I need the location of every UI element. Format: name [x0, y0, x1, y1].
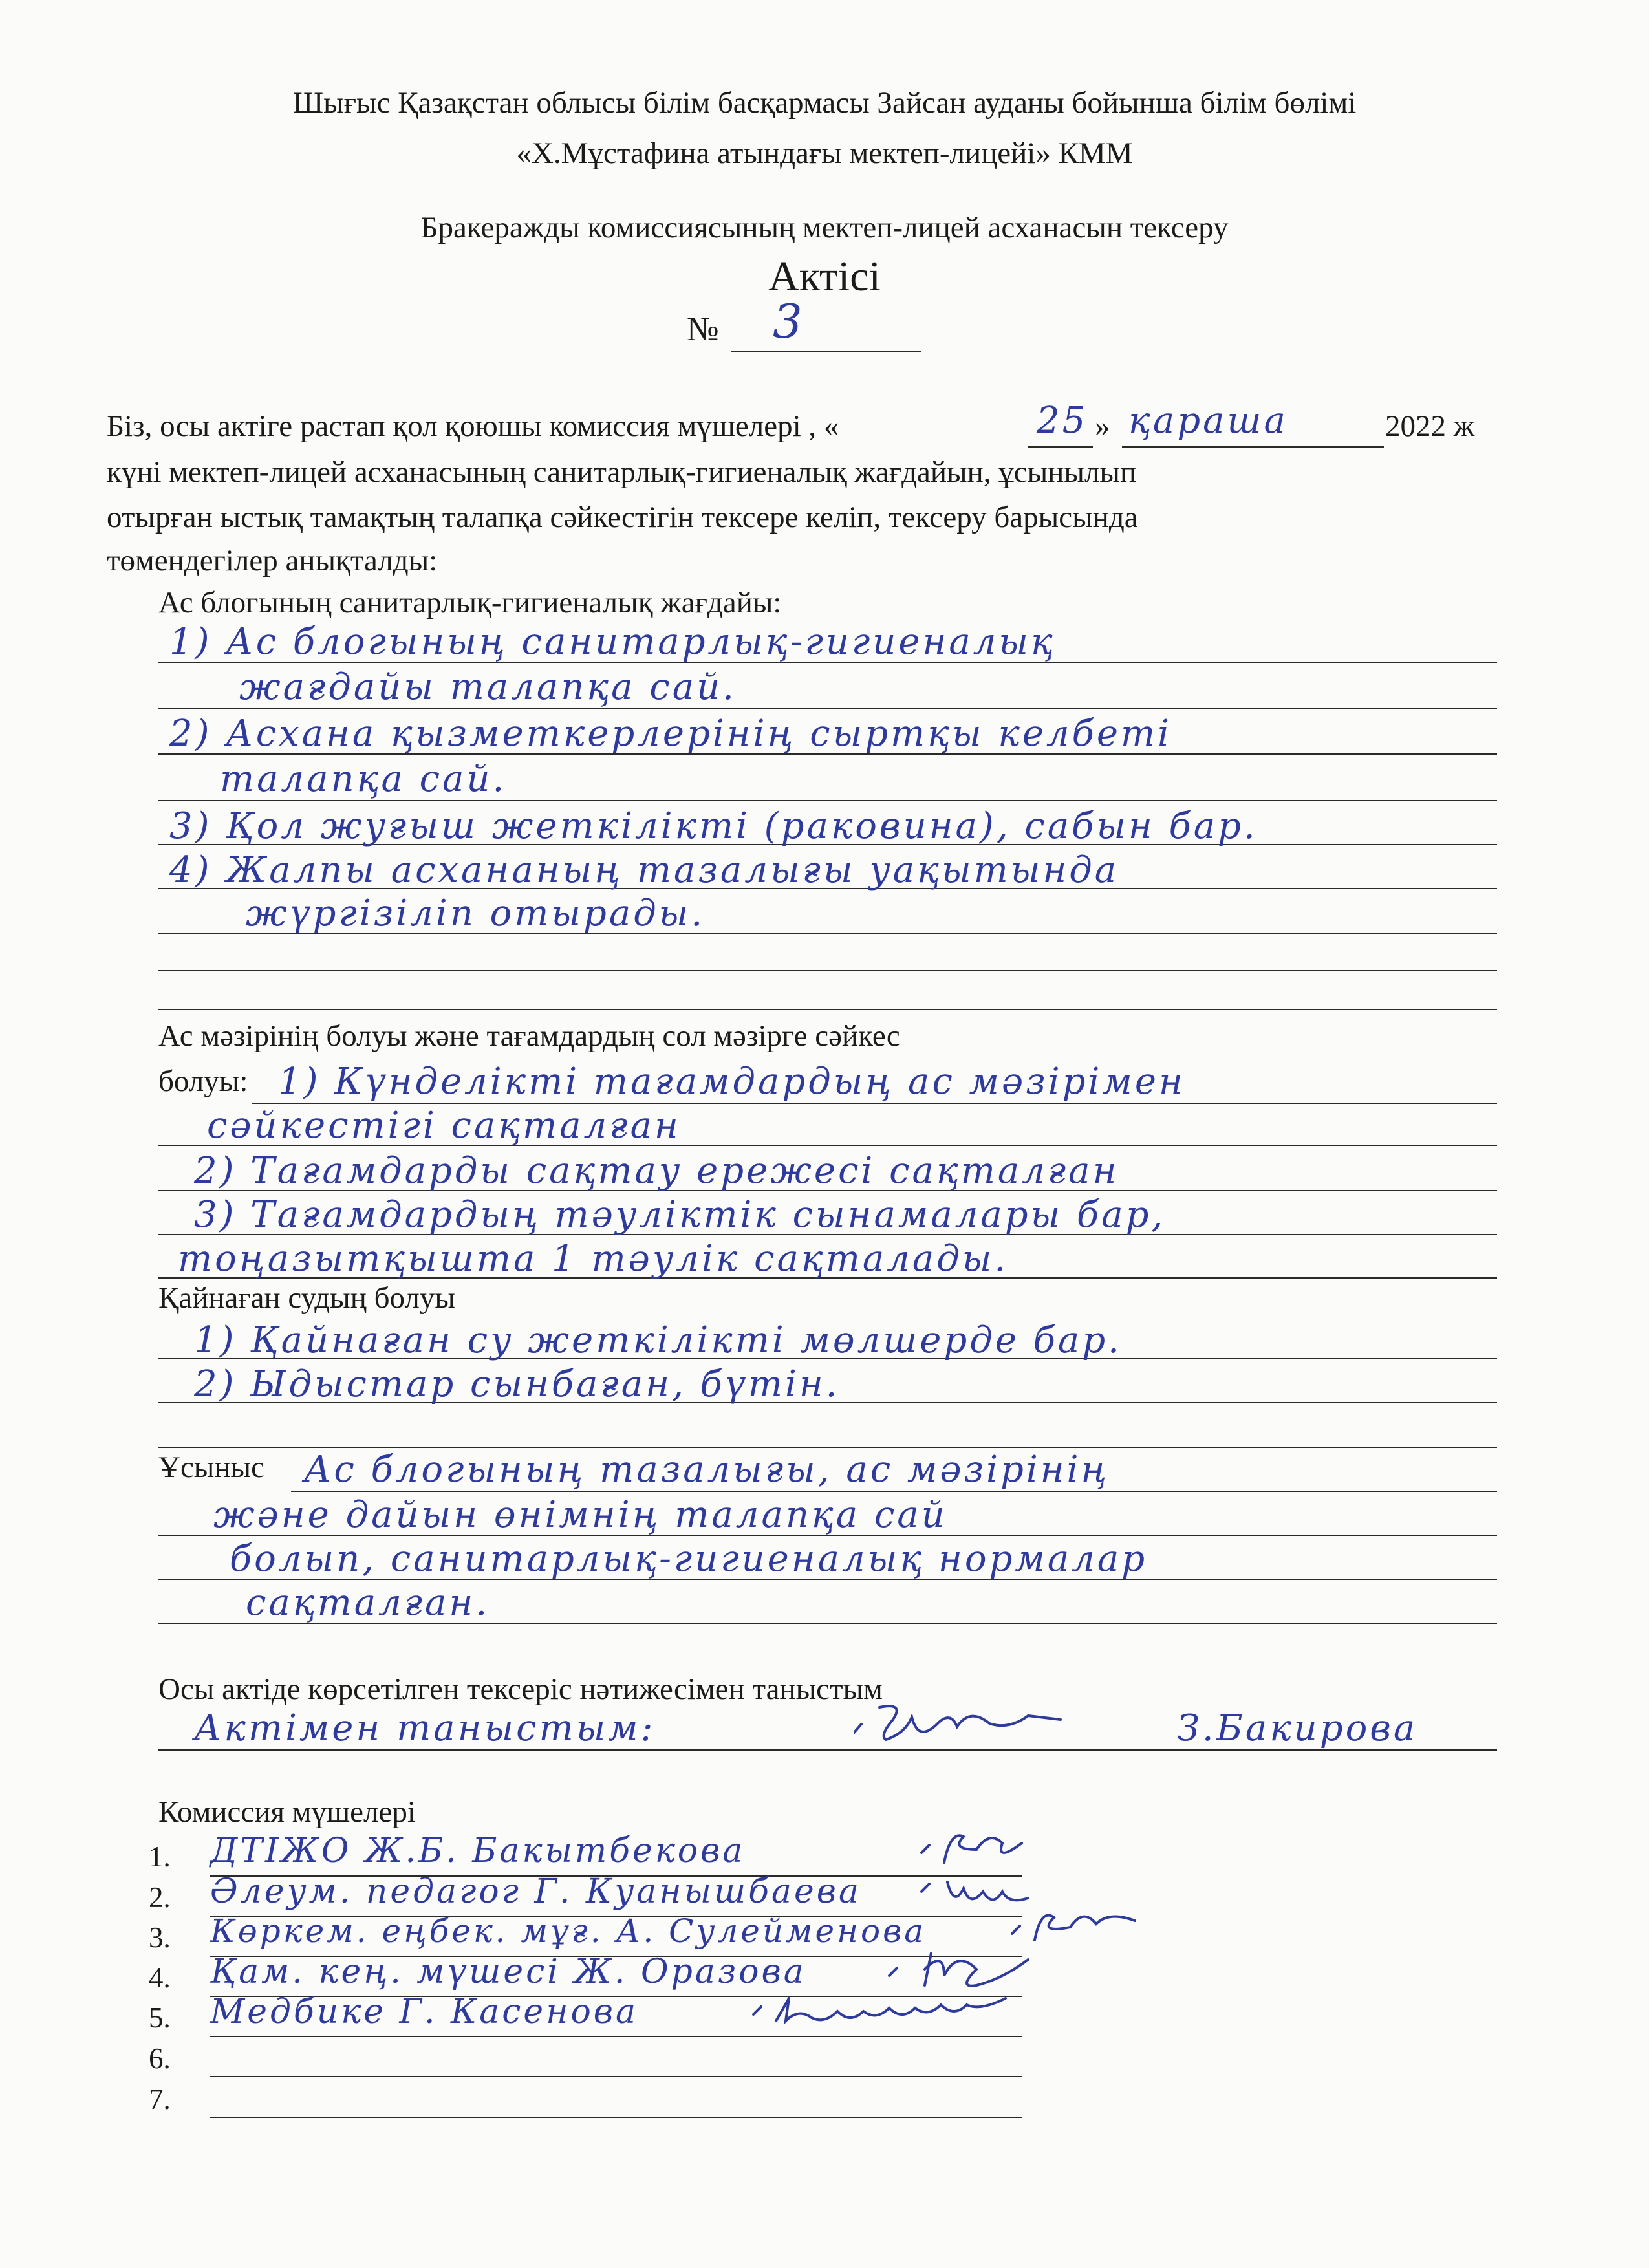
- intro-line-3: отырған ыстық тамақтың талапқа сәйкестігін тексере келіп, тексеру барысында: [107, 501, 1138, 534]
- rule-line: [210, 2076, 1022, 2077]
- member-3: Көркем. еңбек. мұғ. А. Сулейменова: [210, 1912, 927, 1950]
- recommendation-label: Ұсыныс: [158, 1451, 264, 1484]
- menu-line-4: 3) Тағамдардың тәуліктік сынамалары бар,: [194, 1194, 1166, 1236]
- month-underline: [1122, 446, 1384, 448]
- member-5: Медбике Г. Касенова: [210, 1993, 639, 2031]
- sanitary-line-2: жағдайы талапқа сай.: [239, 666, 737, 708]
- recommendation-line-1: Ас блогының тазалығы, ас мәзірінің: [304, 1449, 1110, 1491]
- member-5-signature: [750, 1985, 1054, 2034]
- familiarized-line: Актімен таныстым:: [194, 1707, 656, 1749]
- menu-line-2: сәйкестігі сақталған: [207, 1105, 681, 1147]
- subtitle: Бракеражды комиссиясының мектеп-лицей асханасын тексеру: [420, 211, 1229, 244]
- recommendation-line-3: болып, санитарлық-гигиеналық нормалар: [230, 1538, 1148, 1580]
- sanitary-line-7: жүргізіліп отырады.: [246, 892, 706, 934]
- org-line-2: «Х.Мұстафина атындағы мектеп-лицейі» КММ: [516, 136, 1133, 170]
- water-label: Қайнаған судың болуы: [158, 1281, 455, 1315]
- number-label: №: [687, 311, 719, 348]
- rule-line: [210, 2117, 1022, 2118]
- recommendation-line-2: және дайын өнімнің талапқа сай: [213, 1494, 947, 1536]
- member-number: 7.: [149, 2083, 171, 2115]
- sanitary-line-6: 4) Жалпы асхананың тазалығы уақытында: [169, 849, 1119, 891]
- sanitary-line-5: 3) Қол жуғыш жеткілікті (раковина), сабын бар.: [169, 805, 1258, 847]
- menu-label-line-2: болуы:: [158, 1064, 248, 1098]
- member-4: Қам. кең. мүшесі Ж. Оразова: [210, 1952, 806, 1991]
- member-number: 5.: [149, 2002, 171, 2034]
- familiarized-label: Осы актіде көрсетілген тексеріс нәтижесімен таныстым: [158, 1672, 883, 1706]
- member-2-signature: [918, 1863, 1048, 1911]
- member-number: 6.: [149, 2042, 171, 2075]
- rule-line: [158, 1447, 1497, 1448]
- familiarized-name: З.Бакирова: [1177, 1707, 1418, 1749]
- rule-line: [158, 800, 1497, 801]
- sanitary-line-1: 1) Ас блогының санитарлық-гигиеналық: [169, 621, 1055, 663]
- intro-part2: »: [1095, 409, 1110, 443]
- menu-line-3: 2) Тағамдарды сақтау ережесі сақталған: [194, 1150, 1119, 1192]
- day-value: 25: [1037, 400, 1088, 442]
- member-number: 4.: [149, 1961, 171, 1994]
- rule-line: [252, 1103, 1497, 1104]
- rule-line: [158, 1749, 1497, 1751]
- rule-line: [158, 708, 1497, 709]
- menu-label-line-1: Ас мәзірінің болуы және тағамдардың сол мәзірге сәйкес: [158, 1019, 900, 1053]
- org-line-1: Шығыс Қазақстан облысы білім басқармасы Зайсан ауданы бойынша білім бөлімі: [292, 86, 1357, 120]
- day-underline: [1028, 446, 1093, 448]
- sanitary-line-4: талапқа сай.: [220, 758, 507, 800]
- number-underline: [731, 351, 921, 352]
- year-value: 2022 ж: [1385, 409, 1475, 443]
- rule-line: [158, 970, 1497, 971]
- page-title: Актісі: [768, 253, 881, 300]
- member-2: Әлеум. педагог Г. Куанышбаева: [210, 1872, 862, 1911]
- intro-part1: Біз, осы актіге растап қол қоюшы комиссия мүшелері , «: [107, 409, 839, 443]
- intro-line-2: күні мектеп-лицей асханасының санитарлық-гигиеналық жағдайын, ұсынылып: [107, 455, 1137, 489]
- member-number: 2.: [149, 1881, 171, 1914]
- member-number: 1.: [149, 1841, 171, 1873]
- act-number: 3: [773, 294, 805, 349]
- rule-line: [291, 1491, 1497, 1492]
- recommendation-line-4: сақталған.: [246, 1582, 490, 1624]
- sanitary-line-3: 2) Асхана қызметкерлерінің сыртқы келбеті: [169, 713, 1172, 755]
- menu-line-1: 1) Күнделікті тағамдардың ас мәзірімен: [278, 1061, 1185, 1103]
- sanitary-label: Ас блогының санитарлық-гигиеналық жағдайы:: [158, 586, 782, 620]
- menu-line-5: тоңазытқышта 1 тәулік сақталады.: [178, 1238, 1009, 1280]
- water-line-1: 1) Қайнаған су жеткілікті мөлшерде бар.: [194, 1319, 1122, 1361]
- intro-line-4: төмендегілер анықталды:: [107, 544, 438, 578]
- water-line-2: 2) Ыдыстар сынбаған, бүтін.: [194, 1363, 840, 1405]
- commission-label: Комиссия мүшелері: [158, 1795, 416, 1829]
- familiarized-signature: [854, 1701, 1164, 1753]
- rule-line: [210, 2036, 1022, 2037]
- member-number: 3.: [149, 1921, 171, 1954]
- member-1: ДТІЖО Ж.Б. Бакытбекова: [210, 1831, 746, 1870]
- month-value: қараша: [1128, 400, 1288, 442]
- rule-line: [158, 1009, 1497, 1010]
